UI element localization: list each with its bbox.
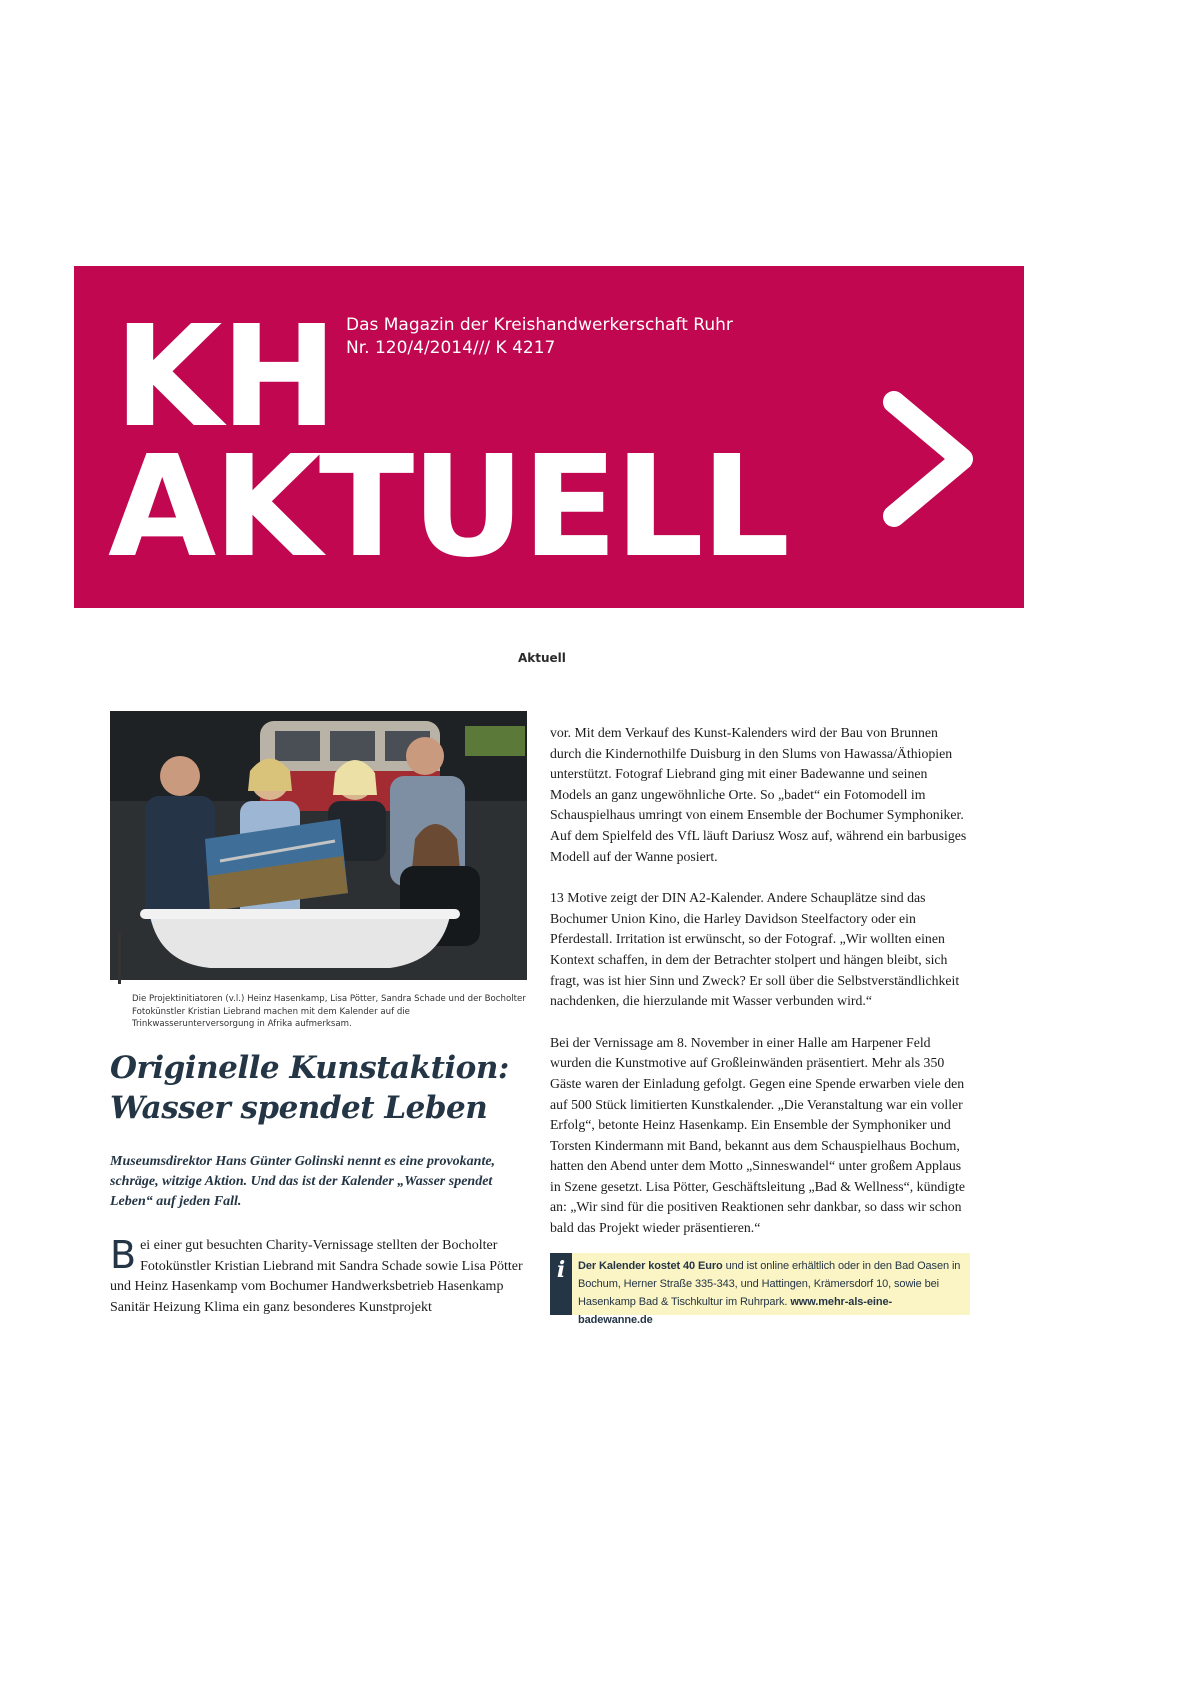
masthead-subtitle-block: [346, 314, 733, 360]
article-body-start: [110, 1233, 528, 1318]
masthead-issue: Nr. 120/4/2014/// K 4217: [346, 338, 556, 358]
photo-caption: Die Projektinitiatoren (v.l.) Heinz Hasenkamp, Lisa Pötter, Sandra Schade und der Bocholter Fotokünstler Kristian Liebrand machen mit dem Kalender auf die Trinkwasserunterversorgung in Afrika aufmerksam.: [132, 994, 526, 1029]
masthead-kh: KH: [114, 296, 336, 459]
caption-bar: [118, 932, 121, 984]
paragraph: Bei der Vernissage am 8. November in einer Halle am Harpener Feld wurden die Kunstmotive auf Großleinwänden präsentiert. Mehr als 350 Gäste waren der Einladung gefolgt. Gegen eine Spende erwarben viele den auf 500 Stück limitierten Kunstkalender. „Die Veranstaltung war ein voller Erfolg“, betonte Heinz Hasenkamp. Ein Ensemble der Symphoniker und Torsten Kindermann mit Band, bekannt aus dem Schauspielhaus Bochum, hatten den Abend unter dem Motto „Sinneswandel“ unter großem Applaus in Szene gesetzt. Lisa Pötter, Geschäftsleitung „Bad & Wellness“, kündigte an: „Wir sind für die positiven Reaktionen sehr dankbar, so dass wir schon bald das Projekt wieder präsentieren.“: [550, 1034, 965, 1236]
masthead-subtitle: Das Magazin der Kreishandwerkerschaft Ruhr: [346, 315, 733, 335]
paragraph: 13 Motive zeigt der DIN A2-Kalender. Andere Schauplätze sind das Bochumer Union Kino, die Harley Davidson Steelfactory oder ein Pferdestall. Irritation ist erwünscht, so der Fotograf. „Wir wollten einen Kontext schaffen, in dem der Betrachter stolpert und hängen bleibt, sich fragt, was ist hier Sinn und Zweck? Er soll über die Selbstverständlichkeit nachdenken, die hierzulande mit Wasser verbunden wird.“: [550, 890, 960, 1009]
chevron-right-icon: [874, 384, 984, 534]
article-photo: [110, 711, 527, 980]
masthead-banner: [74, 266, 1024, 608]
info-price: Der Kalender kostet 40 Euro: [578, 1260, 723, 1272]
article-right-column: [550, 723, 970, 1260]
info-details: und ist online erhältlich oder in den Bad Oasen in Bochum, Herner Straße 335-343, und Hattingen, Krämersdorf 10, sowie bei Hasenkamp Bad & Tischkultur im Ruhrpark.: [578, 1260, 961, 1308]
body-start-text: ei einer gut besuchten Charity-Vernissage stellten der Bocholter Fotokünstler Kristian Liebrand mit Sandra Schade sowie Lisa Pötter und Heinz Hasenkamp vom Bochumer Handwerksbetrieb Hasenkamp Sanitär Heizung Klima ein ganz besonderes Kunstprojekt: [110, 1238, 523, 1315]
article-lead: Museumsdirektor Hans Günter Golinski nennt es eine provokante, schräge, witzige Aktion. Und das ist der Kalender „Wasser spendet Leben“ auf jeden Fall.: [110, 1154, 496, 1209]
dropcap: B: [110, 1233, 137, 1277]
info-link[interactable]: www.mehr-als-eine-badewanne.de: [578, 1296, 893, 1326]
info-icon: i: [550, 1253, 572, 1315]
info-text: [578, 1257, 966, 1329]
section-label: Aktuell: [518, 651, 566, 665]
masthead-aktuell: AKTUELL: [108, 426, 788, 589]
info-box: [550, 1253, 970, 1326]
article-headline: Originelle Kunstaktion: Wasser spendet Leben: [110, 1050, 509, 1126]
paragraph: vor. Mit dem Verkauf des Kunst-Kalenders wird der Bau von Brunnen durch die Kindernothilfe Duisburg in den Slums von Hawassa/Äthiopien unterstützt. Fotograf Liebrand ging mit einer Badewanne und seinen Models an ganz ungewöhnliche Orte. So „badet“ ein Fotomodell im Schauspielhaus umringt von einem Ensemble der Bochumer Symphoniker. Auf dem Spielfeld des VfL läuft Dariusz Wosz auf, während ein barbusiges Modell auf der Wanne posiert.: [550, 725, 967, 864]
